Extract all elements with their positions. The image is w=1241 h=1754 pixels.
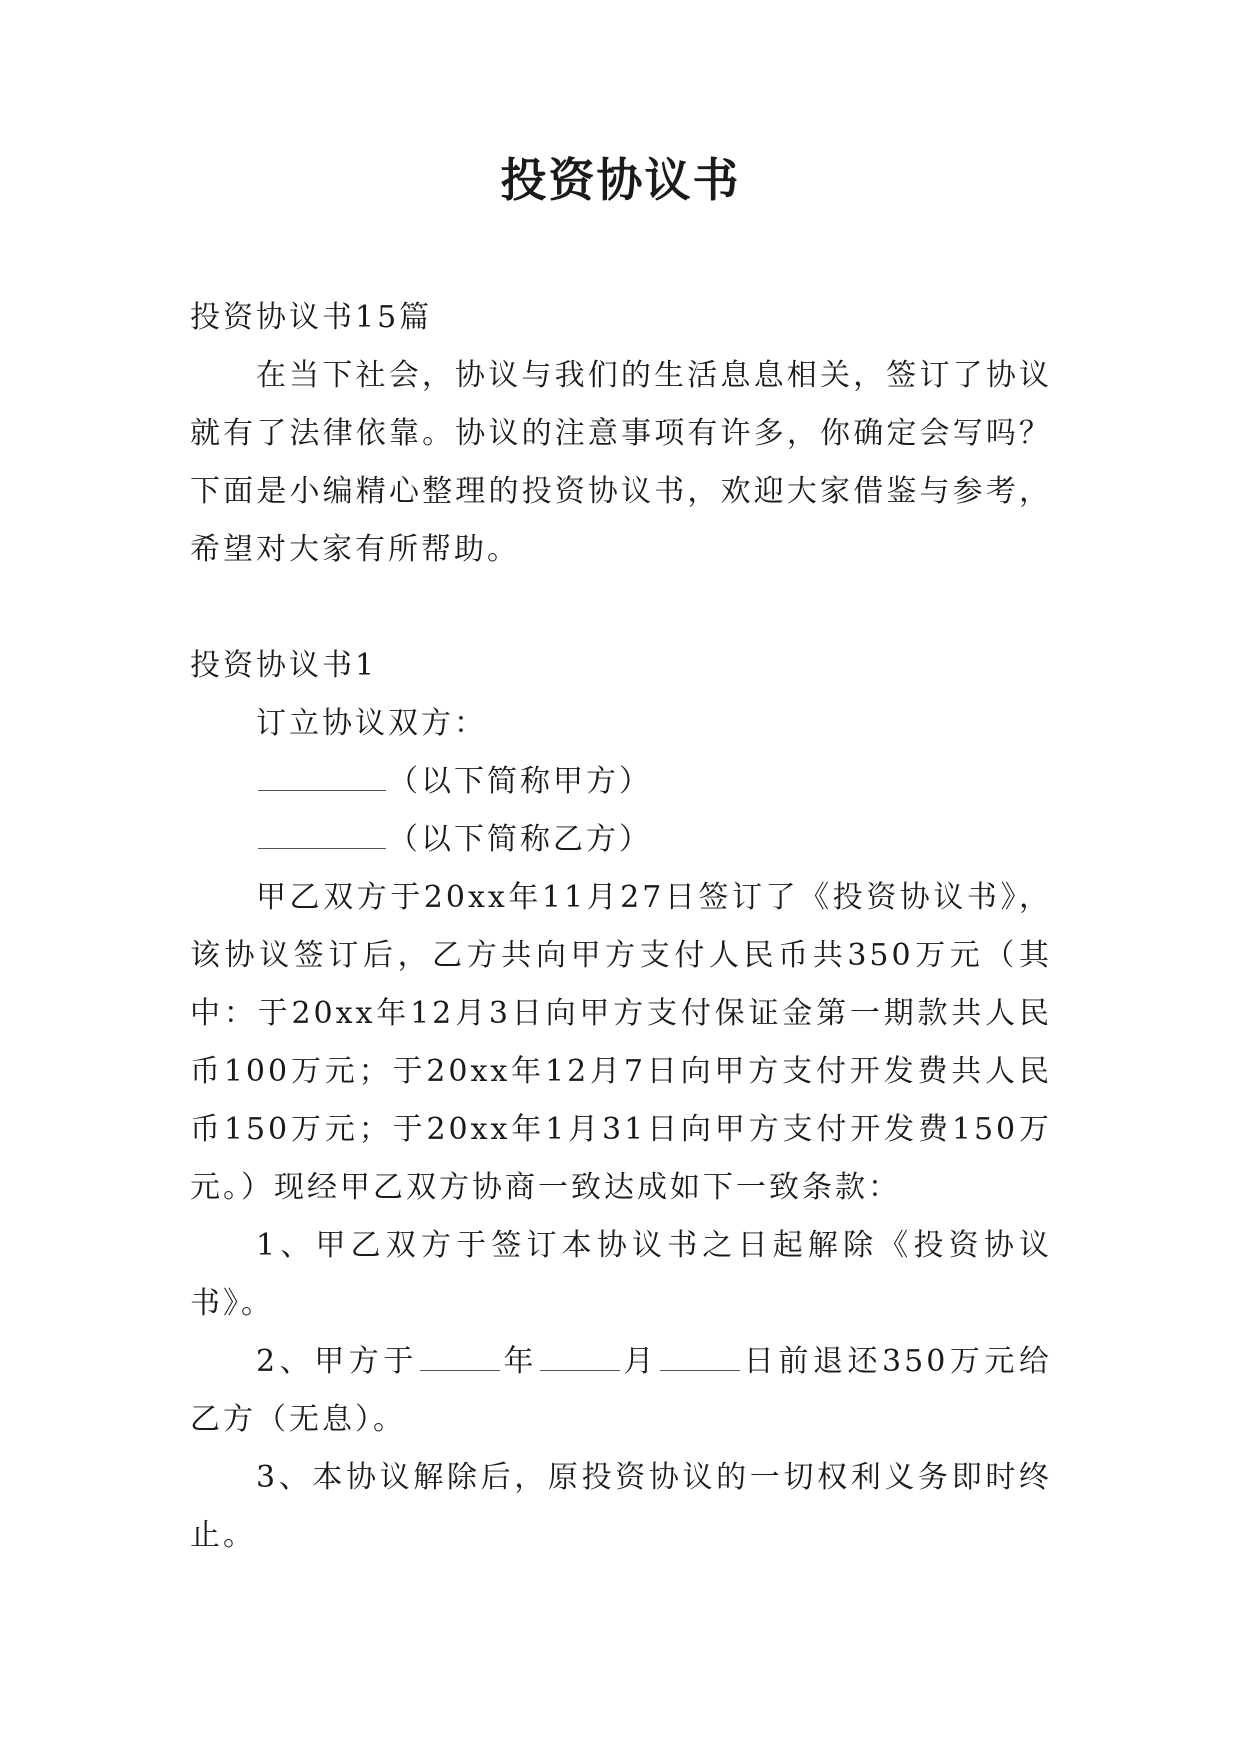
parties-label: 订立协议双方： <box>256 706 487 741</box>
clause-2-suffix: 日前退还350万元给乙方（无息）。 <box>190 1344 1053 1437</box>
clause-2-year: 年 <box>501 1344 539 1379</box>
clause-2-month: 月 <box>622 1344 659 1379</box>
background-paragraph: 甲乙双方于20xx年11月27日签订了《投资协议书》，该协议签订后，乙方共向甲方支付人民币共350万元（其中：于20xx年12月3日向甲方支付保证金第一期款共人民币100万元；于20xx年12月7日向甲方支付开发费共人民币150万元；于20xx年1月31日向甲方支付开发费150万元。）现经甲乙双方协商一致达成如下一致条款： <box>190 880 1052 1205</box>
document-body <box>190 289 1052 1565</box>
month-blank[interactable] <box>540 1340 620 1371</box>
clause-1: 1、甲乙双方于签订本协议书之日起解除《投资协议书》。 <box>190 1228 1052 1321</box>
party-a-line <box>190 753 1052 811</box>
party-b-text: （以下简称乙方） <box>388 822 652 857</box>
party-a-blank[interactable] <box>258 760 386 791</box>
year-blank[interactable] <box>420 1340 500 1371</box>
doc-heading: 投资协议书15篇 <box>190 300 433 335</box>
spacer <box>190 579 1052 637</box>
page-title: 投资协议书 <box>500 153 741 207</box>
clause-2 <box>190 1333 1052 1449</box>
intro-paragraph: 在当下社会，协议与我们的生活息息相关，签订了协议就有了法律依靠。协议的注意事项有许多，你确定会写吗？下面是小编精心整理的投资协议书，欢迎大家借鉴与参考，希望对大家有所帮助。 <box>190 358 1052 567</box>
section-heading: 投资协议书1 <box>190 648 378 683</box>
day-blank[interactable] <box>660 1340 740 1371</box>
party-b-blank[interactable] <box>258 818 386 849</box>
party-b-line <box>190 811 1052 869</box>
party-a-text: （以下简称甲方） <box>388 764 652 799</box>
clause-2-prefix: 2、甲方于 <box>256 1344 418 1379</box>
clause-3: 3、本协议解除后，原投资协议的一切权利义务即时终止。 <box>190 1460 1052 1553</box>
